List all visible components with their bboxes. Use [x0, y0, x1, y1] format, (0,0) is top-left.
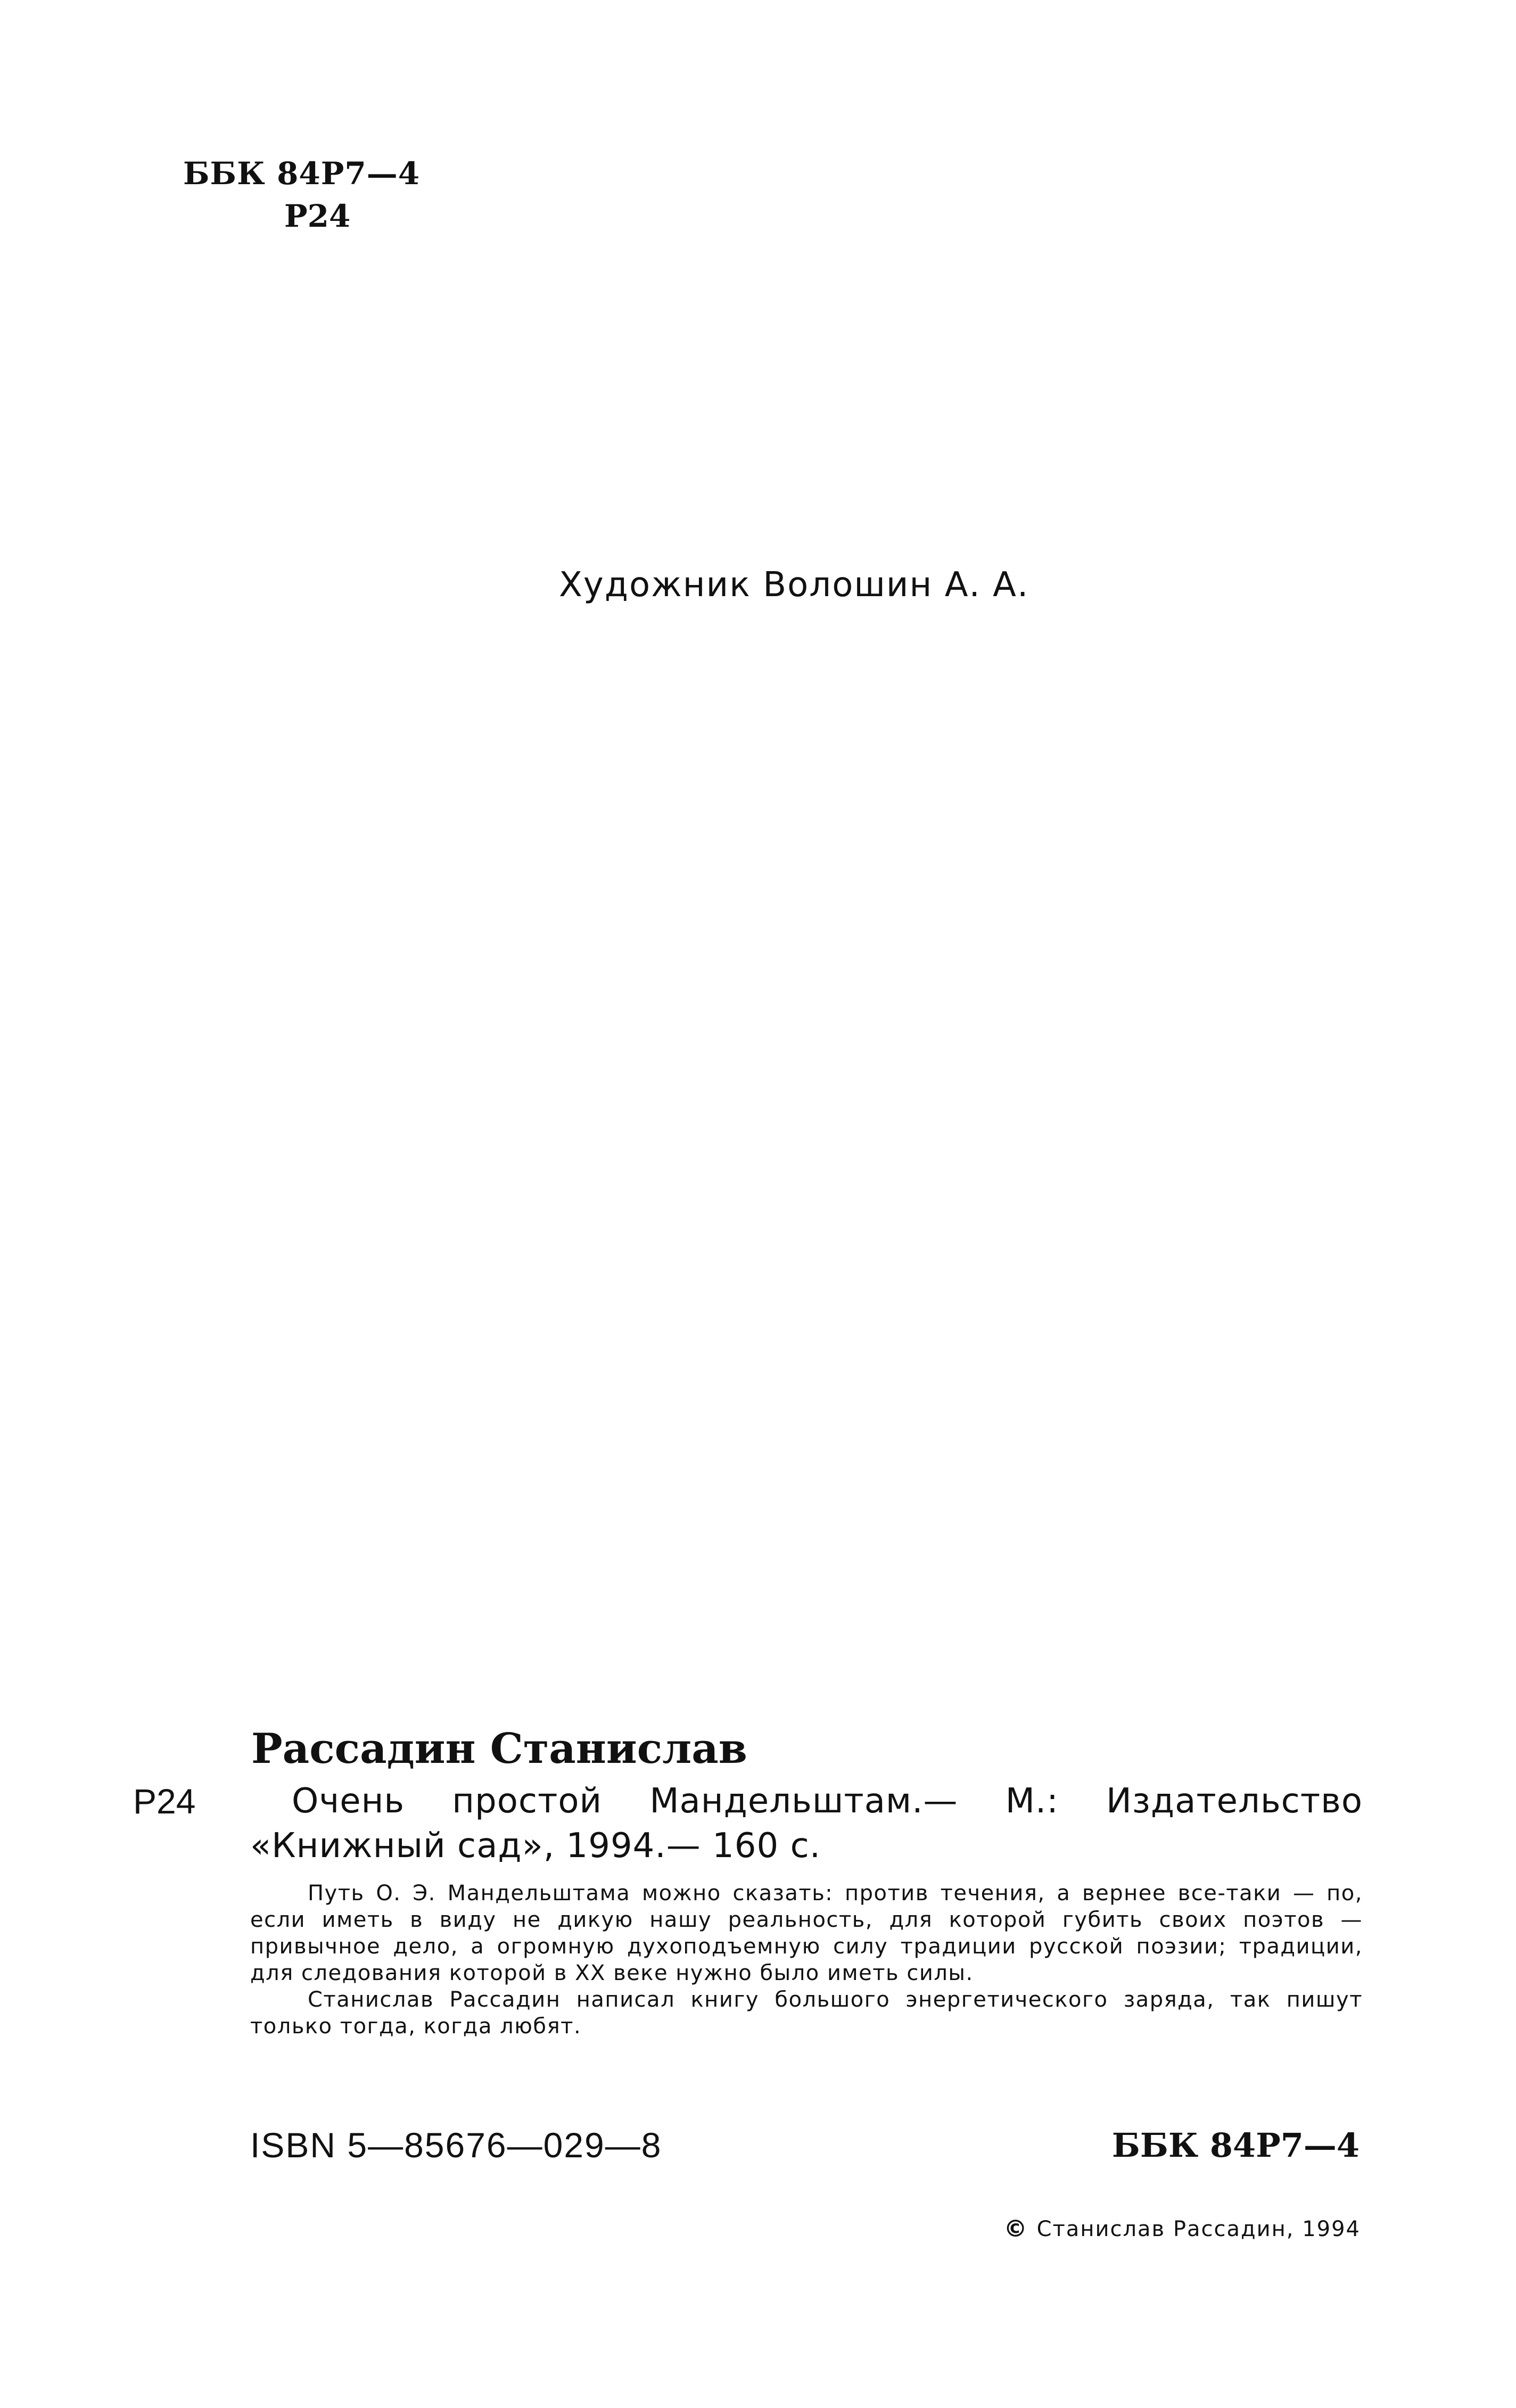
isbn-number: ISBN 5—85676—029—8 [250, 2125, 662, 2165]
annotation-paragraph: Путь О. Э. Мандельштама можно сказать: против течения, а вернее все-таки — по, если иметь в виду не дикую нашу реальность, для которой губить своих поэтов — привычное дело, а огромную духоподъемную силу традиции русской поэзии; традиции, для следования которой в XX веке нужно было иметь силы. [250, 1881, 1363, 1985]
copyright-icon: © [1003, 2215, 1028, 2242]
bibliographic-description: Очень простой Мандельштам.— М.: Издательство «Книжный сад», 1994.— 160 с. [250, 1782, 1363, 1866]
artist-credit: Художник Волошин А. А. [559, 565, 1029, 605]
annotation-paragraph: Станислав Рассадин написал книгу большого энергетического заряда, так пишут только тогда, когда любят. [250, 1988, 1363, 2039]
author-index-top: Р24 [284, 198, 351, 234]
author-name: Рассадин Станислав [251, 1725, 747, 1773]
bbk-code-bottom: ББК 84Р7—4 [1111, 2126, 1360, 2165]
annotation [250, 1880, 1363, 2040]
copyright-notice [1004, 2215, 1361, 2242]
author-index-side: Р24 [133, 1782, 196, 1821]
bbk-code-top: ББК 84Р7—4 [183, 155, 421, 192]
copyright-text: Станислав Рассадин, 1994 [1036, 2216, 1361, 2241]
